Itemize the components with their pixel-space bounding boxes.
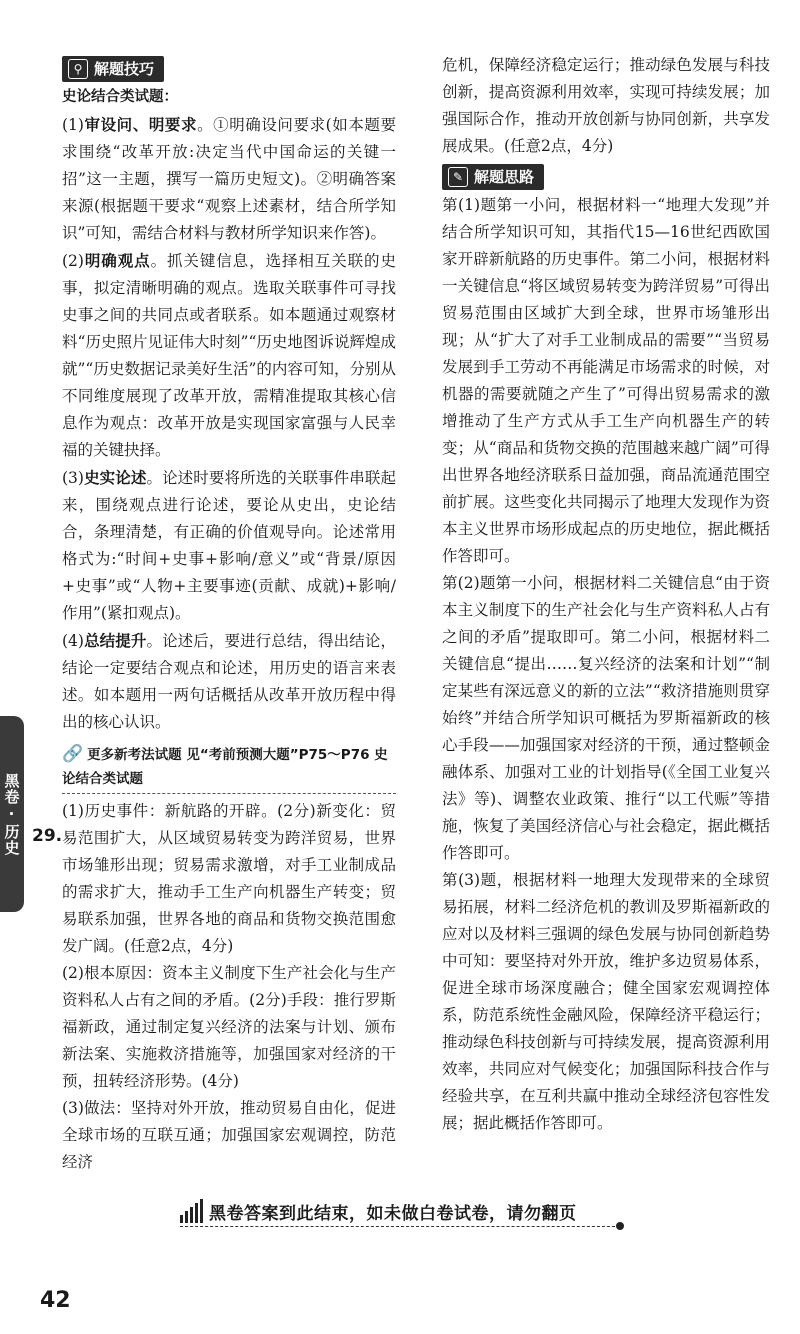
tips-paragraph-1: (1)审设问、明要求。①明确设问要求(如本题要求围绕“改革开放:决定当代中国命运的关键一招”这一主题，撰写一篇历史短文)。②明确答案来源(根据题干要求“观察上述素材，结合所学知识”可知，需结合材料与教材所学知识来作答)。 [62,115,396,242]
tips-paragraph-4: (4)总结提升。论述后，要进行总结，得出结论，结论一定要结合观点和论述，用历史的语言来表述。如本题用一两句话概括从改革开放历程中得出的核心认识。 [62,631,396,731]
thoughts-heading-label: 解题思路 [474,168,535,186]
thoughts-paragraph-2: 第(2)题第一小问，根据材料二关键信息“由于资本主义制度下的生产社会化与生产资料私人占有之间的矛盾”提取即可。第二小问，根据材料二关键信息“提出……复兴经济的法案和计划”“制定某些有深远意义的新的立法”“救济措施则贯穿始终”并结合所学知识可概括为罗斯福新政的核心手段——加强国家对经济的干预，通过整顿金融体系、加强对工业的计划指导(《全国工业复兴法》等)、调整农业政策、推行“以工代赈”等措施，恢复了美国经济信心与社会稳定，据此概括作答即可。 [442,574,770,862]
question-number: 29. [32,826,63,846]
side-tab: 黑卷·历史 [0,716,24,912]
answer-continuation: 危机，保障经济稳定运行；推动绿色发展与科技创新，提高资源利用效率，实现可持续发展；加强国际合作，推动开放创新与协同创新，共享发展成果。(任意2点，4分) [442,56,770,155]
tips-subtitle: 史论结合类试题： [62,89,178,105]
footer-text: 黑卷答案到此结束，如未做白卷试卷，请勿翻页 [209,1203,577,1224]
more-title: 更多新考法试题 [87,747,182,763]
answer-2: (2)根本原因：资本主义制度下生产社会化与生产资料私人占有之间的矛盾。(2分)手段：推行罗斯福新政，通过制定复兴经济的法案与计划、颁布新法案、实施救济措施等，加强国家对经济的干预，扭转经济形势。(4分) [62,964,396,1090]
link-icon: 🔗 [62,744,84,764]
right-column [442,52,770,1137]
bars-icon [180,1199,203,1223]
left-column [62,52,396,1176]
footer-dot [616,1222,624,1230]
pencil-note-icon: ✎ [448,167,468,187]
thoughts-heading [442,164,544,190]
tips-heading [62,56,164,82]
answer-1: (1)历史事件：新航路的开辟。(2分)新变化：贸易范围扩大，从区域贸易转变为跨洋贸易，世界市场雏形出现；贸易需求激增，对手工业制成品的需求扩大，推动手工生产向机器生产转变；贸易联系加强，世界各地的商品和货物交换范围愈发广阔。(任意2点，4分) [62,802,396,955]
tips-paragraph-2: (2)明确观点。抓关键信息，选择相互关联的史事，拟定清晰明确的观点。选取关联事件可寻找史事之间的共同点或者联系。如本题通过观察材料“历史照片见证伟大时刻”“历史地图诉说辉煌成就”“历史数据记录美好生活”的内容可知，分别从不同维度展现了改革开放，需精准提取其核心信息作为观点：改革开放是实现国家富强与人民幸福的关键抉择。 [62,251,396,459]
thoughts-paragraph-1: 第(1)题第一小问，根据材料一“地理大发现”并结合所学知识可知，其指代15—16世纪西欧国家开辟新航路的历史事件。第二小问，根据材料一关键信息“将区域贸易转变为跨洋贸易”可得出贸易范围由区域扩大到全球，世界市场雏形出现；从“扩大了对手工业制成品的需要”“当贸易发展到手工劳动不再能满足市场需求的时候，对机器的需要就随之产生了”可得出贸易需求的激增推动了生产方式从手工生产向机器生产的转变；从“商品和货物交换的范围越来越广阔”可得出世界各地经济联系日益加强，商品流通范围空前扩展。这些变化共同揭示了地理大发现作为资本主义世界市场形成起点的历史地位，据此概括作答即可。 [442,196,770,565]
tips-heading-label: 解题技巧 [94,60,155,78]
footer [180,1196,620,1226]
answer-block [62,798,396,1176]
key-icon: ⚲ [68,59,88,79]
answer-3: (3)做法：坚持对外开放，推动贸易自由化，促进全球市场的互联互通；加强国家宏观调控，防范经济 [62,1099,396,1171]
tips-paragraph-3: (3)史实论述。论述时要将所选的关联事件串联起来，围绕观点进行论述，要论从史出，史论结合，条理清楚，有正确的价值观导向。论述常用格式为:“时间+史事+影响/意义”或“背景/原因+史事”或“人物+主要事迹(贡献、成就)+影响/作用”(紧扣观点)。 [62,468,396,622]
more-ref: 见“考前预测大题”P75～P76 史论结合类试题 [62,747,388,787]
footer-divider [180,1226,620,1227]
thoughts-paragraph-3: 第(3)题，根据材料一地理大发现带来的全球贸易拓展，材料二经济危机的教训及罗斯福新政的应对以及材料三强调的绿色发展与协同创新趋势中可知：要坚持对外开放，维护多边贸易体系，促进全球市场深度融合；健全国家宏观调控体系，防范系统性金融风险，保障经济平稳运行；推动绿色科技创新与可持续发展，提高资源利用效率，共同应对气候变化；加强国际科技合作与经验共享，在互利共赢中推动全球经济包容性发展；据此概括作答即可。 [442,871,770,1132]
more-questions-block [62,742,396,794]
page-number: 42 [40,1288,71,1313]
